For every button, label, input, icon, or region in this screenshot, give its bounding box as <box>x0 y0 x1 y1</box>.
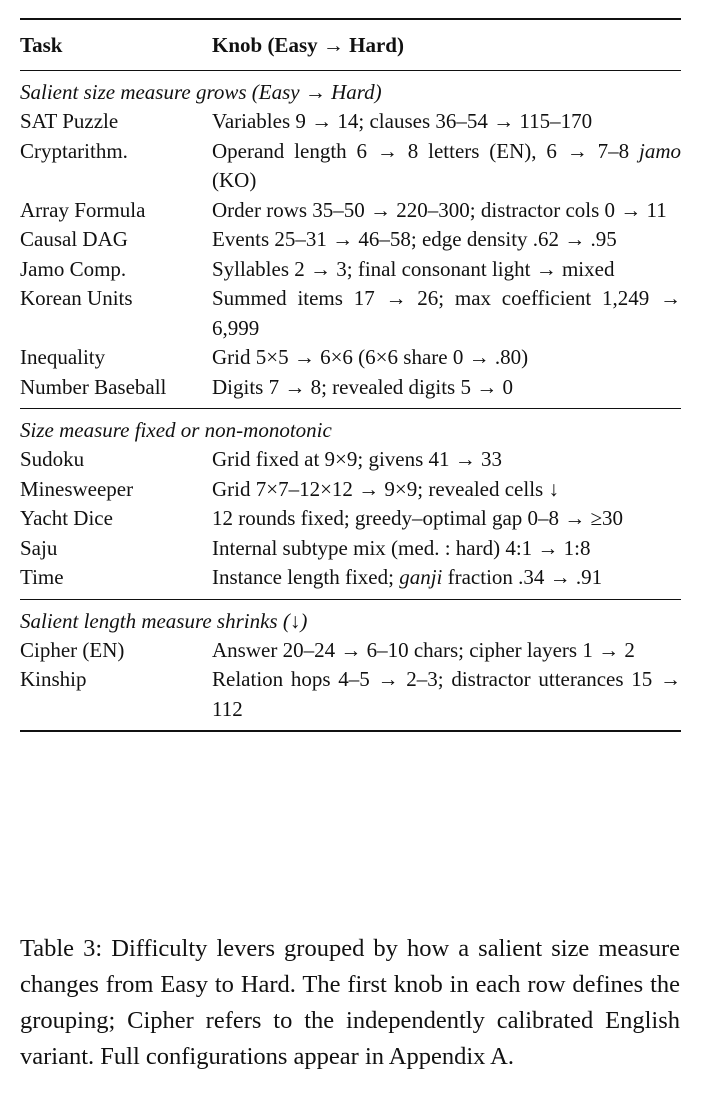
section-grows <box>20 71 681 408</box>
section-fixed <box>20 409 681 599</box>
row-task: Cipher (EN) <box>20 637 125 662</box>
row-task: Sudoku <box>20 447 85 471</box>
table-row <box>20 445 681 475</box>
table-row <box>20 343 681 373</box>
section-title: Size measure fixed or non-monotonic <box>20 418 332 442</box>
row-task: Time <box>20 565 64 589</box>
table-row <box>20 137 681 196</box>
table-row <box>20 665 681 724</box>
row-knob <box>212 137 681 196</box>
table-row <box>20 534 681 564</box>
knob-text: Operand length 6 → 8 letters (EN), 6 → 7–8 <box>212 138 630 163</box>
table-row <box>20 107 681 137</box>
row-knob: Digits 7 → 8; revealed digits 5 → 0 <box>212 374 513 399</box>
table-caption: Table 3: Difficulty levers grouped by how a salient size measure changes from Easy to Hard. The first knob in each row defines the grouping; Cipher refers to the independently calibrated English variant. Full configurations appear in Appendix A. <box>20 934 680 1070</box>
table-row <box>20 373 681 403</box>
row-knob: Relation hops 4–5 → 2–3; distractor utterances 15 → 112 <box>212 667 681 721</box>
row-task: Kinship <box>20 667 87 691</box>
row-knob: Order rows 35–50 → 220–300; distractor cols 0 → 11 <box>212 197 667 222</box>
table-row <box>20 284 681 343</box>
row-task: Causal DAG <box>20 227 128 251</box>
row-knob: Grid fixed at 9×9; givens 41 → 33 <box>212 447 503 471</box>
section-shrinks <box>20 600 681 731</box>
row-task: SAT Puzzle <box>20 109 119 133</box>
knob-tail: fraction .34 → .91 <box>442 565 603 589</box>
knob-italic: jamo <box>639 138 681 163</box>
section-title: Salient length measure shrinks (↓) <box>20 608 308 633</box>
row-task: Inequality <box>20 345 106 369</box>
knob-tail: (KO) <box>212 168 257 192</box>
row-knob: Variables 9 → 14; clauses 36–54 → 115–170 <box>212 109 593 133</box>
row-task: Korean Units <box>20 286 133 310</box>
row-knob: Grid 5×5 → 6×6 (6×6 share 0 → .80) <box>212 345 529 369</box>
row-knob: Grid 7×7–12×12 → 9×9; revealed cells ↓ <box>212 476 559 501</box>
knob-text: Instance length fixed; <box>212 565 400 589</box>
row-task: Number Baseball <box>20 374 167 399</box>
section-title: Salient size measure grows (Easy → Hard) <box>20 80 382 104</box>
table-row <box>20 504 681 534</box>
header-knob: Knob (Easy → Hard) <box>212 32 404 57</box>
row-task: Cryptarithm. <box>20 138 128 163</box>
row-task: Yacht Dice <box>20 506 113 530</box>
difficulty-table <box>20 18 681 732</box>
table-row <box>20 196 681 226</box>
header-task: Task <box>20 32 63 57</box>
row-task: Minesweeper <box>20 476 134 501</box>
row-task: Saju <box>20 535 58 560</box>
table-row <box>20 475 681 505</box>
row-task: Array Formula <box>20 197 146 222</box>
row-knob: Syllables 2 → 3; final consonant light → mixed <box>212 256 615 281</box>
bottom-rule <box>20 730 681 732</box>
row-knob: 12 rounds fixed; greedy–optimal gap 0–8 → ≥30 <box>212 506 624 530</box>
row-knob: Events 25–31 → 46–58; edge density .62 → .95 <box>212 227 617 251</box>
table-row <box>20 563 681 593</box>
row-knob <box>212 563 681 593</box>
row-knob: Answer 20–24 → 6–10 chars; cipher layers 1 → 2 <box>212 637 635 662</box>
knob-italic: ganji <box>399 565 443 589</box>
row-knob: Internal subtype mix (med. : hard) 4:1 → 1:8 <box>212 535 591 560</box>
row-knob: Summed items 17 → 26; max coefficient 1,249 → 6,999 <box>212 286 681 340</box>
table-row <box>20 225 681 255</box>
table-row <box>20 636 681 666</box>
table-row <box>20 255 681 285</box>
row-task: Jamo Comp. <box>20 256 127 281</box>
table-header <box>20 20 681 70</box>
